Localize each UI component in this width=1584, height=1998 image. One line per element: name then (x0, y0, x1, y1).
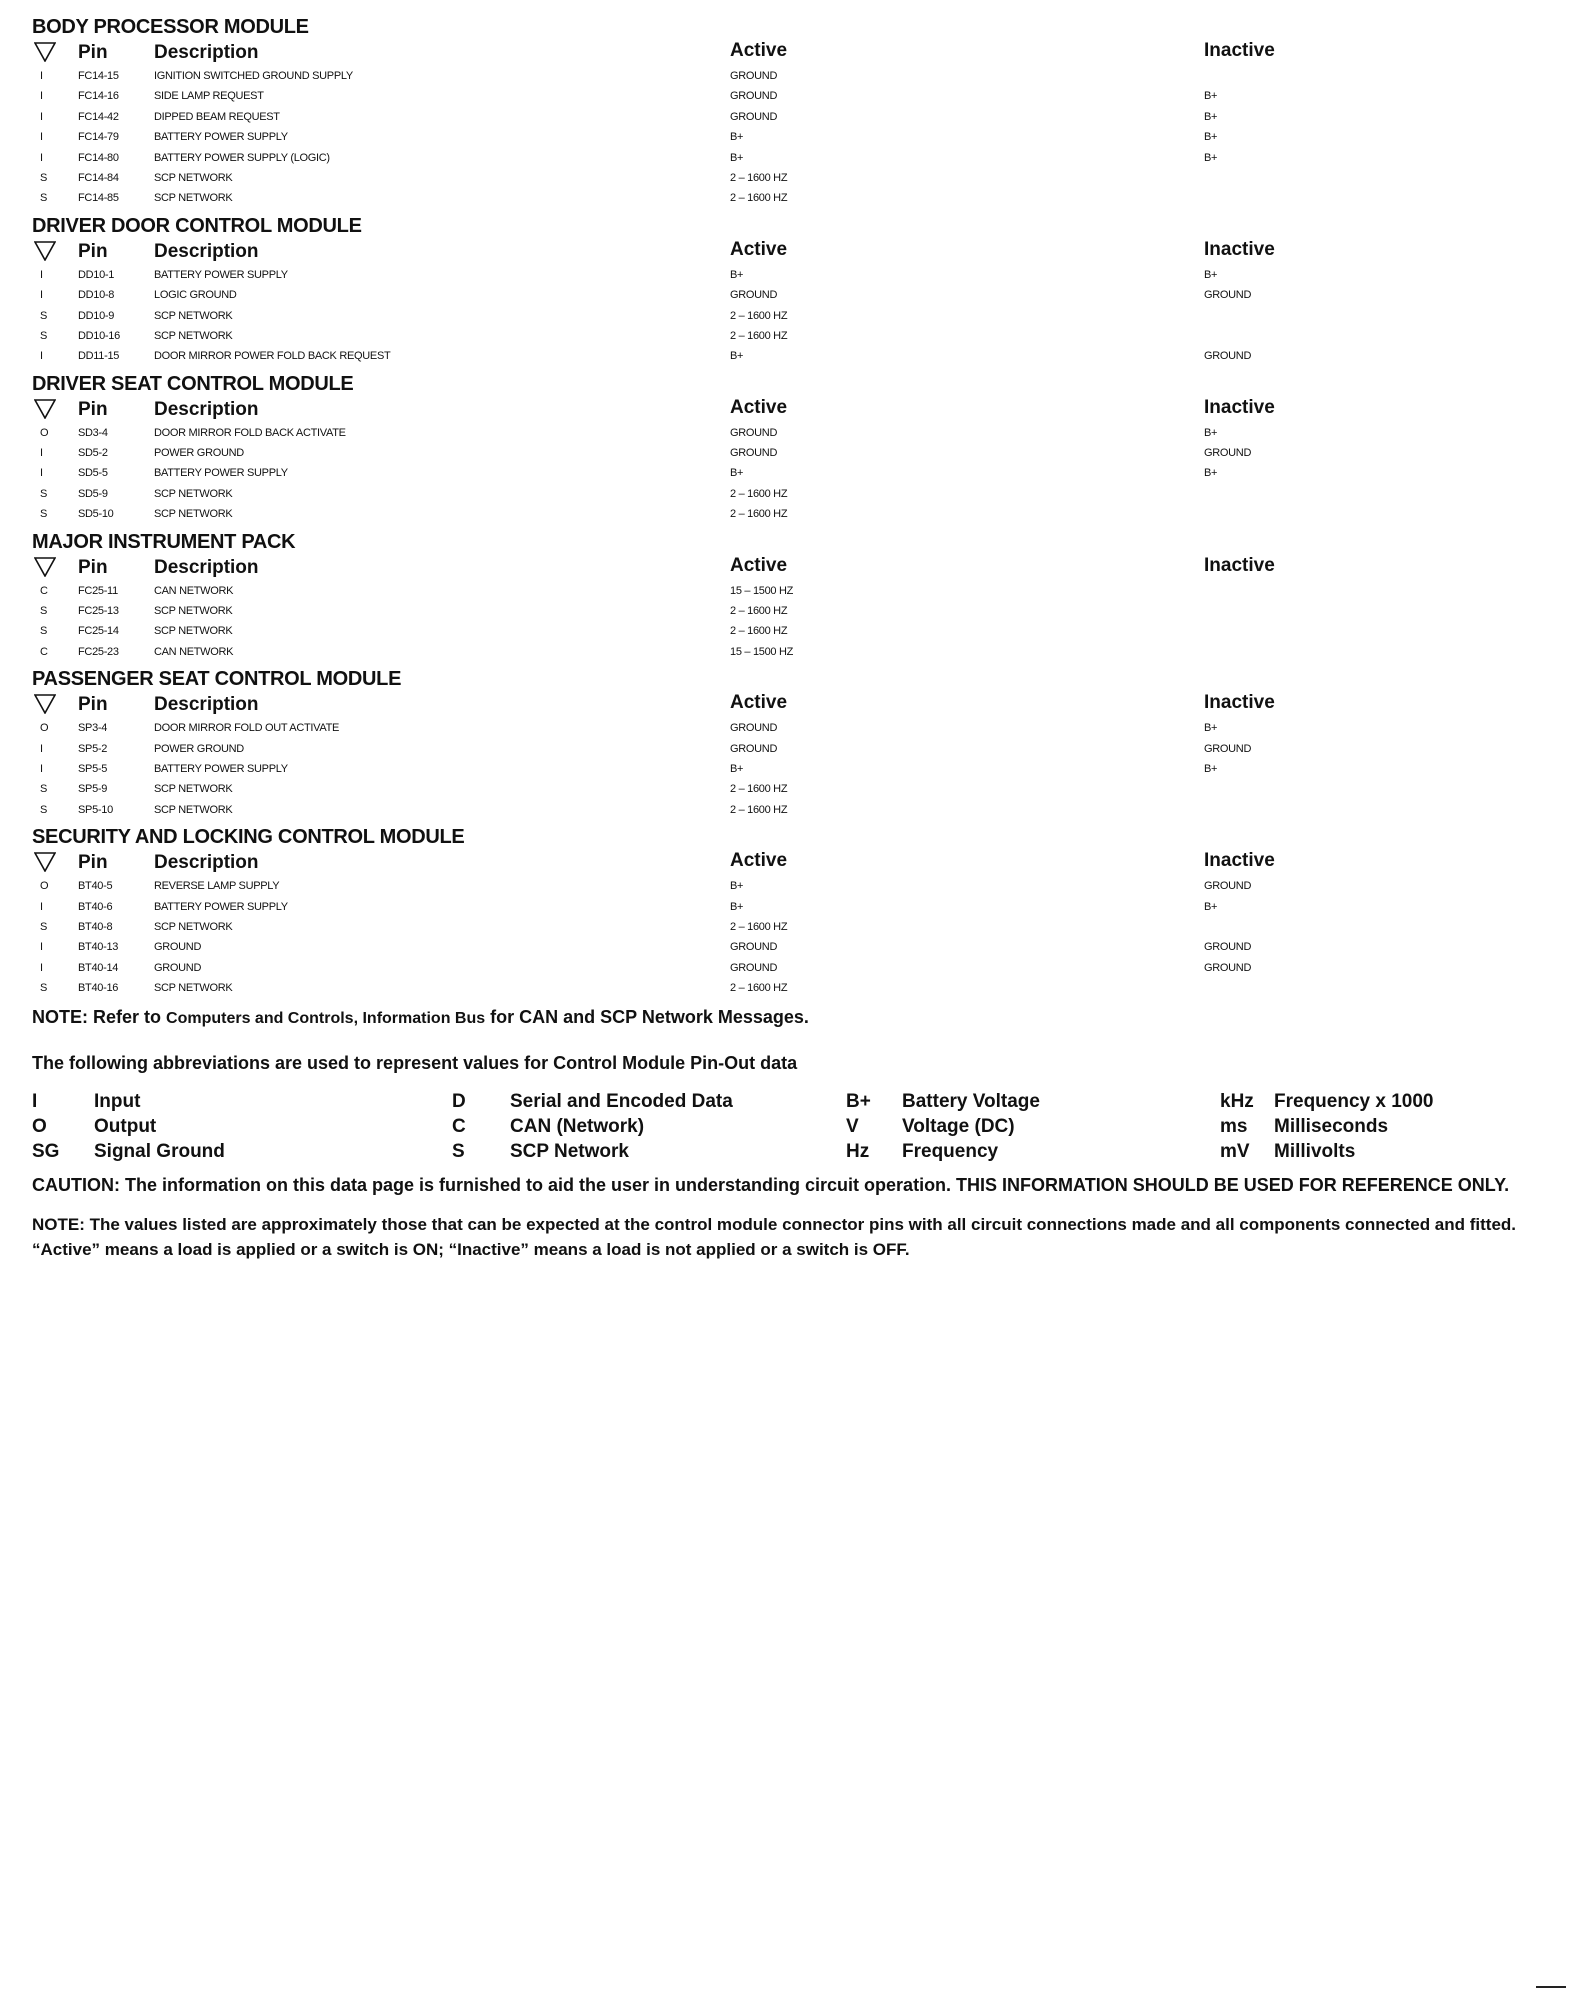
pin-description: BATTERY POWER SUPPLY (154, 268, 288, 281)
module-title: SECURITY AND LOCKING CONTROL MODULE (32, 826, 465, 849)
pin-row (32, 601, 1532, 621)
pin-description: CAN NETWORK (154, 645, 234, 658)
module-section (32, 371, 1532, 525)
pin-id: SD5-5 (78, 467, 108, 480)
pin-active-value: GROUND (730, 70, 778, 82)
column-header (32, 692, 1532, 718)
abbreviation-code: S (452, 1140, 465, 1162)
module-section (32, 14, 1532, 209)
pin-inactive-value: GROUND (1204, 941, 1252, 954)
pin-description: SCP NETWORK (154, 920, 233, 933)
pin-type: S (40, 803, 48, 816)
header-description: Description (154, 398, 259, 420)
pin-description: DIPPED BEAM REQUEST (154, 110, 280, 123)
pin-inactive-value: B+ (1204, 426, 1218, 439)
pin-active-value: 2 – 1600 HZ (730, 625, 788, 638)
header-inactive: Inactive (1204, 238, 1275, 260)
pin-description: SCP NETWORK (154, 487, 233, 500)
network-note (32, 1007, 1532, 1037)
pin-active-value: B+ (730, 131, 744, 144)
module-title: BODY PROCESSOR MODULE (32, 16, 309, 38)
pin-row (32, 463, 1532, 483)
pin-description: DOOR MIRROR POWER FOLD BACK REQUEST (154, 350, 391, 363)
pin-active-value: GROUND (730, 289, 778, 302)
abbreviation-code: C (452, 1115, 466, 1137)
abbreviation-meaning: Milliseconds (1274, 1115, 1389, 1137)
pin-row (32, 484, 1532, 504)
pinout-page (32, 14, 1532, 1262)
pin-id: FC14-42 (78, 110, 119, 123)
pin-description: IGNITION SWITCHED GROUND SUPPLY (154, 70, 353, 82)
pin-id: SD5-2 (78, 447, 108, 460)
pin-row (32, 937, 1532, 957)
header-inactive: Inactive (1204, 850, 1275, 872)
pin-id: BT40-14 (78, 961, 119, 974)
pin-type: I (40, 350, 43, 363)
pin-type: I (40, 742, 43, 755)
triangle-down-icon (34, 399, 56, 419)
pin-row (32, 759, 1532, 779)
pin-active-value: 2 – 1600 HZ (730, 982, 788, 995)
pin-inactive-value: B+ (1204, 762, 1218, 775)
pin-inactive-value: GROUND (1204, 880, 1252, 893)
pin-type: S (40, 605, 48, 618)
pin-active-value: GROUND (730, 90, 778, 103)
header-active: Active (730, 396, 788, 418)
pin-type: S (40, 192, 48, 205)
triangle-down-icon (34, 852, 56, 872)
abbreviation-code: V (846, 1115, 859, 1137)
pin-description: LOGIC GROUND (154, 289, 237, 302)
page-corner-mark (1536, 1986, 1566, 1988)
pin-row (32, 86, 1532, 106)
pin-inactive-value: GROUND (1204, 350, 1252, 363)
abbreviation-meaning: Input (94, 1090, 141, 1112)
abbreviation-meaning: Voltage (DC) (902, 1115, 1015, 1137)
pin-id: FC14-80 (78, 151, 119, 164)
pin-type: C (40, 584, 48, 597)
pin-active-value: GROUND (730, 941, 778, 954)
pin-type: I (40, 289, 43, 302)
header-active: Active (730, 850, 788, 872)
abbreviation-meaning: Output (94, 1115, 157, 1137)
pin-active-value: B+ (730, 762, 744, 775)
network-note-tail: for CAN and SCP Network Messages. (485, 1006, 809, 1027)
abbreviation-code: SG (32, 1140, 60, 1162)
pin-inactive-value: B+ (1204, 722, 1218, 735)
pin-active-value: GROUND (730, 722, 778, 735)
column-header (32, 397, 1532, 423)
caution-text: CAUTION: The information on this data page is furnished to aid the user in understanding circuit operation. THIS INFORMATION SHOULD BE USED FOR REFERENCE ONLY. (32, 1174, 1510, 1195)
pin-active-value: 2 – 1600 HZ (730, 920, 788, 933)
pin-type: O (40, 426, 49, 439)
pin-id: SD5-10 (78, 508, 114, 521)
pin-id: SP5-10 (78, 803, 113, 816)
pin-type: I (40, 268, 43, 281)
pin-row (32, 504, 1532, 524)
pin-description: CAN NETWORK (154, 584, 234, 597)
header-inactive: Inactive (1204, 692, 1275, 714)
pin-inactive-value: B+ (1204, 268, 1218, 281)
pin-type: S (40, 329, 48, 342)
pin-row (32, 876, 1532, 896)
pin-row (32, 346, 1532, 366)
pin-id: BT40-5 (78, 880, 113, 893)
pin-row (32, 917, 1532, 937)
header-active: Active (730, 40, 788, 61)
pin-inactive-value: B+ (1204, 900, 1218, 913)
pin-description: SCP NETWORK (154, 171, 233, 184)
header-pin: Pin (78, 852, 108, 874)
pin-type: S (40, 171, 48, 184)
header-pin: Pin (78, 42, 108, 63)
triangle-down-icon (34, 557, 56, 577)
module-section (32, 824, 1532, 998)
pin-row (32, 423, 1532, 443)
pin-description: SIDE LAMP REQUEST (154, 90, 264, 103)
column-header (32, 40, 1532, 66)
header-pin: Pin (78, 556, 108, 578)
pin-active-value: 2 – 1600 HZ (730, 329, 788, 342)
pin-row (32, 127, 1532, 147)
abbreviation-code: ms (1220, 1115, 1248, 1137)
pin-row (32, 978, 1532, 998)
header-description: Description (154, 42, 259, 63)
pin-description: SCP NETWORK (154, 329, 233, 342)
pin-type: I (40, 131, 43, 144)
pin-description: BATTERY POWER SUPPLY (154, 467, 288, 480)
pin-active-value: 2 – 1600 HZ (730, 487, 788, 500)
pin-row (32, 443, 1532, 463)
triangle-down-icon (34, 42, 56, 62)
module-section (32, 666, 1532, 820)
pin-id: FC14-79 (78, 131, 119, 144)
pin-id: DD10-1 (78, 268, 115, 281)
pin-inactive-value: B+ (1204, 467, 1218, 480)
abbreviation-meaning: Signal Ground (94, 1140, 225, 1162)
pin-type: I (40, 447, 43, 460)
pin-description: GROUND (154, 961, 202, 974)
module-title: DRIVER DOOR CONTROL MODULE (32, 214, 362, 237)
pin-id: FC25-11 (78, 584, 118, 597)
pin-description: DOOR MIRROR FOLD BACK ACTIVATE (154, 426, 346, 439)
pin-type: I (40, 900, 43, 913)
pin-description: SCP NETWORK (154, 982, 233, 995)
pin-description: SCP NETWORK (154, 309, 233, 322)
pin-id: FC25-14 (78, 625, 119, 638)
pin-active-value: 2 – 1600 HZ (730, 192, 788, 205)
pin-inactive-value: B+ (1204, 131, 1218, 144)
pin-id: FC14-16 (78, 90, 119, 103)
pin-description: SCP NETWORK (154, 625, 233, 638)
pin-active-value: 2 – 1600 HZ (730, 605, 788, 618)
pin-type: S (40, 309, 48, 322)
abbreviation-meaning: SCP Network (510, 1140, 629, 1162)
pin-active-value: 2 – 1600 HZ (730, 783, 788, 796)
header-pin: Pin (78, 398, 108, 420)
pin-description: SCP NETWORK (154, 803, 233, 816)
header-inactive: Inactive (1204, 40, 1275, 61)
pin-id: SD3-4 (78, 426, 108, 439)
pin-type: O (40, 722, 49, 735)
column-header (32, 239, 1532, 265)
pin-id: SP5-2 (78, 742, 108, 755)
pin-row (32, 621, 1532, 641)
pin-description: DOOR MIRROR FOLD OUT ACTIVATE (154, 722, 340, 735)
pin-id: BT40-6 (78, 900, 113, 913)
header-pin: Pin (78, 694, 108, 716)
pin-description: BATTERY POWER SUPPLY (154, 131, 288, 144)
pin-inactive-value: GROUND (1204, 447, 1252, 460)
module-sections (32, 14, 1532, 999)
pin-id: BT40-16 (78, 982, 119, 995)
pin-row (32, 800, 1532, 820)
pin-inactive-value: GROUND (1204, 742, 1252, 755)
abbreviation-meaning: Frequency x 1000 (1274, 1090, 1434, 1112)
pin-type: I (40, 70, 43, 82)
pin-id: BT40-13 (78, 941, 119, 954)
header-active: Active (730, 238, 788, 260)
pin-description: REVERSE LAMP SUPPLY (154, 880, 280, 893)
pin-row (32, 285, 1532, 305)
abbreviation-code: O (32, 1115, 47, 1137)
abbreviation-intro: The following abbreviations are used to represent values for Control Module Pin-Out data (32, 1052, 798, 1073)
abbreviation-meaning: Battery Voltage (902, 1090, 1040, 1112)
pin-row (32, 642, 1532, 662)
header-inactive: Inactive (1204, 554, 1275, 576)
network-note-lead: NOTE: Refer to (32, 1006, 167, 1027)
triangle-down-icon (34, 241, 56, 261)
pin-id: DD10-8 (78, 289, 115, 302)
pin-type: O (40, 880, 49, 893)
pin-active-value: 2 – 1600 HZ (730, 508, 788, 521)
pin-type: S (40, 783, 48, 796)
pin-active-value: 15 – 1500 HZ (730, 645, 794, 658)
pin-description: BATTERY POWER SUPPLY (154, 762, 288, 775)
pin-inactive-value: B+ (1204, 151, 1218, 164)
pin-active-value: B+ (730, 900, 744, 913)
module-title: DRIVER SEAT CONTROL MODULE (32, 372, 354, 395)
pin-active-value: B+ (730, 268, 744, 281)
pin-row (32, 897, 1532, 917)
values-note: NOTE: The values listed are approximately those that can be expected at the control module connector pins with all circuit connections made and all components connected and fitted. “Active” means a load is applied or a switch is ON; “Inactive” means a load is not applied or a switch is OFF. (32, 1214, 1517, 1259)
pin-id: SD5-9 (78, 487, 108, 500)
pin-id: FC25-13 (78, 605, 119, 618)
pin-active-value: B+ (730, 151, 744, 164)
header-pin: Pin (78, 240, 108, 262)
pin-inactive-value: GROUND (1204, 289, 1252, 302)
triangle-down-icon (34, 694, 56, 714)
pin-row (32, 581, 1532, 601)
abbreviation-code: kHz (1220, 1090, 1254, 1112)
header-inactive: Inactive (1204, 396, 1275, 418)
pin-type: I (40, 90, 43, 103)
pin-id: SP5-9 (78, 783, 108, 796)
pin-description: SCP NETWORK (154, 783, 233, 796)
pin-description: BATTERY POWER SUPPLY (LOGIC) (154, 151, 330, 164)
pin-type: I (40, 467, 43, 480)
pin-active-value: 2 – 1600 HZ (730, 803, 788, 816)
pin-row (32, 265, 1532, 285)
pin-row (32, 168, 1532, 188)
pin-type: S (40, 920, 48, 933)
pin-row (32, 958, 1532, 978)
module-section (32, 213, 1532, 367)
pin-inactive-value: GROUND (1204, 961, 1252, 974)
pin-type: S (40, 508, 48, 521)
pin-active-value: GROUND (730, 447, 778, 460)
header-description: Description (154, 240, 259, 262)
abbreviation-table (32, 1091, 1532, 1169)
pin-active-value: 15 – 1500 HZ (730, 584, 794, 597)
pin-row (32, 718, 1532, 738)
pin-row (32, 107, 1532, 127)
pin-description: SCP NETWORK (154, 192, 233, 205)
pin-id: DD10-9 (78, 309, 115, 322)
header-description: Description (154, 556, 259, 578)
pin-inactive-value: B+ (1204, 110, 1218, 123)
pin-type: C (40, 645, 48, 658)
header-active: Active (730, 554, 788, 576)
pin-id: SP5-5 (78, 762, 108, 775)
pin-description: SCP NETWORK (154, 508, 233, 521)
network-note-reference: Computers and Controls, Information Bus (166, 1009, 486, 1027)
pin-id: FC14-85 (78, 192, 119, 205)
abbreviation-meaning: Frequency (902, 1140, 999, 1162)
column-header (32, 555, 1532, 581)
abbreviation-code: B+ (846, 1090, 871, 1112)
abbreviation-code: I (32, 1090, 38, 1112)
pin-active-value: B+ (730, 467, 744, 480)
pin-type: I (40, 961, 43, 974)
pin-description: SCP NETWORK (154, 605, 233, 618)
header-description: Description (154, 694, 259, 716)
pin-active-value: B+ (730, 880, 744, 893)
pin-row (32, 306, 1532, 326)
pin-row (32, 148, 1532, 168)
pin-id: SP3-4 (78, 722, 108, 735)
abbreviation-code: D (452, 1090, 466, 1112)
pin-row (32, 779, 1532, 799)
abbreviation-meaning: CAN (Network) (510, 1115, 645, 1137)
module-title: MAJOR INSTRUMENT PACK (32, 530, 296, 553)
pin-inactive-value: B+ (1204, 90, 1218, 103)
pin-id: BT40-8 (78, 920, 113, 933)
header-description: Description (154, 852, 259, 874)
pin-description: POWER GROUND (154, 742, 244, 755)
pin-active-value: GROUND (730, 961, 778, 974)
pin-id: FC14-15 (78, 70, 119, 82)
pin-active-value: 2 – 1600 HZ (730, 309, 788, 322)
pin-type: S (40, 487, 48, 500)
pin-row (32, 188, 1532, 208)
pin-id: FC25-23 (78, 645, 119, 658)
pin-active-value: GROUND (730, 426, 778, 439)
pin-id: DD11-15 (78, 350, 120, 363)
pin-row (32, 326, 1532, 346)
pin-id: DD10-16 (78, 329, 120, 342)
abbreviation-code: Hz (846, 1140, 870, 1162)
pin-row (32, 66, 1532, 86)
pin-active-value: GROUND (730, 110, 778, 123)
pin-row (32, 739, 1532, 759)
module-section (32, 529, 1532, 663)
module-title: PASSENGER SEAT CONTROL MODULE (32, 668, 402, 691)
pin-id: FC14-84 (78, 171, 119, 184)
pin-active-value: B+ (730, 350, 744, 363)
column-header (32, 850, 1532, 876)
abbreviation-code: mV (1220, 1140, 1250, 1162)
pin-description: BATTERY POWER SUPPLY (154, 900, 288, 913)
pin-active-value: 2 – 1600 HZ (730, 171, 788, 184)
header-active: Active (730, 692, 788, 714)
pin-type: I (40, 110, 43, 123)
pin-description: GROUND (154, 941, 202, 954)
pin-type: S (40, 982, 48, 995)
pin-type: S (40, 625, 48, 638)
pin-description: POWER GROUND (154, 447, 244, 460)
pin-active-value: GROUND (730, 742, 778, 755)
pin-type: I (40, 151, 43, 164)
abbreviation-meaning: Millivolts (1274, 1140, 1356, 1162)
abbreviation-meaning: Serial and Encoded Data (510, 1090, 733, 1112)
pin-type: I (40, 762, 43, 775)
pin-type: I (40, 941, 43, 954)
